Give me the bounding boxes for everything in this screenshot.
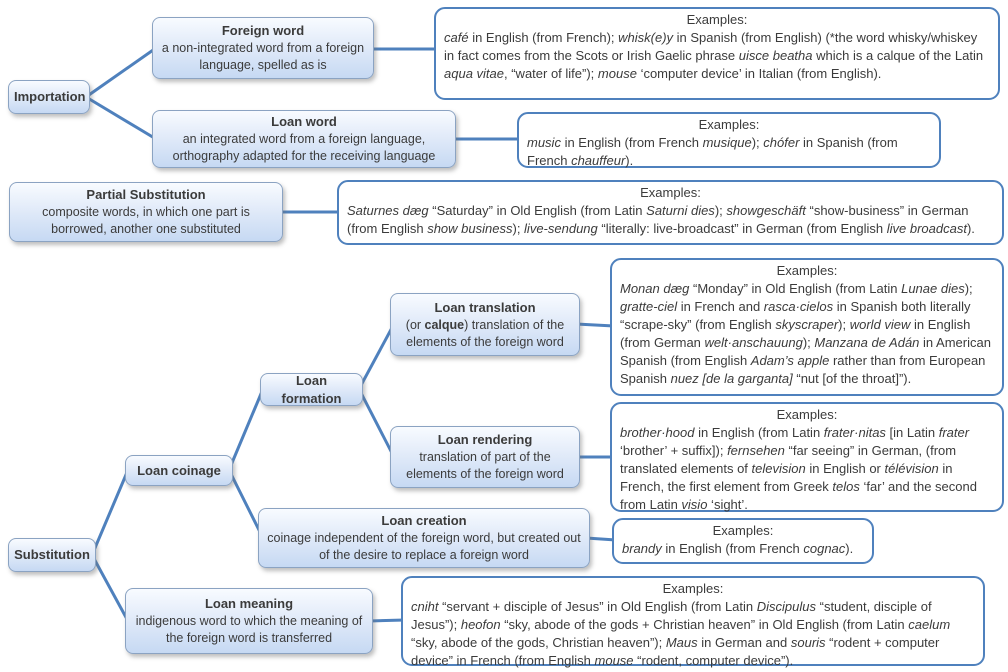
node-description: a non-integrated word from a foreign language, spelled as is [161, 41, 365, 72]
examples-box-loan-rendering [610, 402, 1004, 512]
node-label: Loan word [271, 114, 337, 129]
examples-header: Examples: [662, 581, 724, 596]
examples-header: Examples: [776, 263, 838, 278]
node-label: Loan rendering [437, 432, 533, 447]
node-label: Loan creation [381, 513, 467, 528]
examples-header: Examples: [640, 185, 701, 200]
node-label: Loan formation [281, 372, 342, 406]
node-importation [8, 80, 90, 114]
connector-loan-formation-loan-translation [359, 324, 394, 389]
connector-loan-formation-loan-rendering [359, 389, 394, 457]
connector-loan-meaning-examples [369, 620, 405, 621]
node-substitution [8, 538, 96, 572]
node-description: an integrated word from a foreign language, orthography adapted for the receiving language [172, 132, 436, 163]
examples-text: brother·hood in English (from Latin frater·nitas [in Latin frater ‘brother’ + suffix]); fernsehen “far seeing” in German, (from translated elements of television in English or télévision in French, the first element from Greek telos ‘far’ and the second from Latin visio ‘sight’. [620, 425, 977, 512]
examples-header: Examples: [776, 407, 838, 422]
node-loan-coinage [125, 455, 233, 486]
node-description: (or calque) translation of the elements of the foreign word [405, 317, 565, 349]
examples-text: music in English (from French musique); chófer in Spanish (from French chauffeur). [527, 135, 898, 168]
connector-substitution-loan-coinage [92, 470, 128, 555]
node-loan-creation [258, 508, 590, 568]
examples-header: Examples: [698, 117, 760, 132]
connector-loan-translation-examples [576, 324, 614, 326]
node-description: coinage independent of the foreign word, but created out of the desire to replace a foreign word [267, 531, 581, 562]
examples-box-loan-creation [612, 518, 874, 564]
examples-text: café in English (from French); whisk(e)y in Spanish (from English) (*the word whisky/whiskey in fact comes from the Scots or Irish Gaelic phrase uisce beatha which is a calque of the Latin aqua vitae, “water of life”); mouse ‘computer device’ in Italian (from English). [444, 30, 984, 81]
node-loan-translation [390, 293, 580, 356]
examples-box-loan-meaning [401, 576, 985, 666]
node-label: Loan coinage [137, 462, 221, 478]
connector-importation-loan-word [86, 97, 156, 139]
examples-box-loan-word [517, 112, 941, 168]
node-loan-meaning [125, 588, 373, 654]
node-loan-word [152, 110, 456, 168]
node-label: Substitution [14, 547, 90, 562]
examples-text: Monan dæg “Monday” in Old English (from Latin Lunae dies); gratte-ciel in French and rasca·cielos in Spanish both literally “scrape-sky” (from English skyscraper); world view in English (from German welt·anschauung); Manzana de Adán in American Spanish (from English Adam’s apple rather than from European Spanish nuez [de la garganta] “nut [of the throat]”). [620, 281, 991, 386]
examples-box-partial-substitution [337, 180, 1004, 245]
connector-importation-foreign-word [86, 48, 156, 97]
node-description: indigenous word to which the meaning of the foreign word is transferred [135, 614, 363, 645]
examples-text: cniht “servant + disciple of Jesus” in Old English (from Latin Discipulus “student, disciple of Jesus”); heofon “sky, abode of the gods + Christian heaven” in Old English (from Latin caelum “sky, abode of the gods, Christian heaven”); Maus in German and souris “rodent + computer device” in French (from English mouse “rodent, computer device”). [411, 599, 951, 668]
node-label: Importation [14, 89, 86, 104]
node-description: composite words, in which one part is borrowed, another one substituted [42, 205, 250, 236]
node-description: translation of part of the elements of the foreign word [406, 450, 564, 481]
examples-header: Examples: [686, 12, 748, 27]
connector-substitution-loan-meaning [92, 555, 128, 621]
connector-loan-coinage-loan-formation [229, 389, 263, 470]
examples-header: Examples: [712, 523, 774, 538]
node-label: Loan meaning [204, 596, 294, 611]
node-loan-formation [260, 373, 363, 406]
examples-box-foreign-word [434, 7, 1000, 100]
node-label: Foreign word [221, 23, 305, 38]
examples-box-loan-translation [610, 258, 1004, 396]
node-partial-substitution [9, 182, 283, 242]
node-foreign-word [152, 17, 374, 79]
node-label: Partial Substitution [86, 187, 206, 202]
node-label: Loan translation [434, 299, 536, 315]
node-loan-rendering [390, 426, 580, 488]
examples-text: brandy in English (from French cognac). [622, 541, 854, 556]
examples-text: Saturnes dæg “Saturday” in Old English (from Latin Saturni dies); showgeschäft “show-business” in German (from English show business); live-sendung “literally: live-broadcast” in German (from English live broadcast). [347, 203, 975, 236]
